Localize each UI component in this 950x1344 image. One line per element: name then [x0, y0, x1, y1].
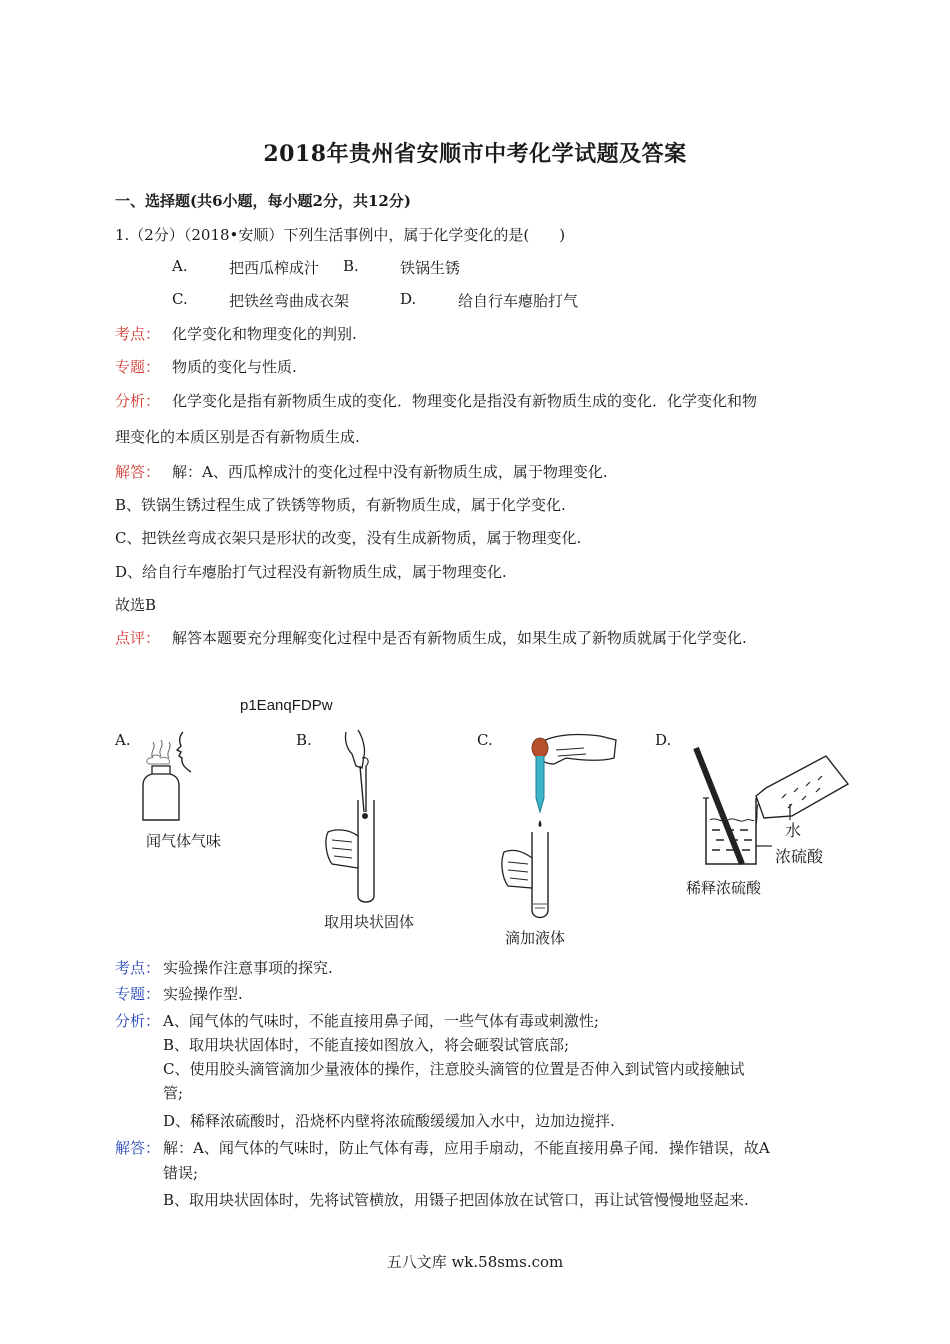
- q1-kaodian-label: 考点：: [115, 325, 161, 343]
- q1-option-b-letter: B.: [343, 257, 359, 275]
- q2-fenxi-line4: 管;: [163, 1084, 184, 1102]
- q2-jieda-line1: 解：A、闻气体的气味时，防止气体有毒，应用手扇动，不能直接用鼻子闻．操作错误，故A: [163, 1139, 770, 1157]
- page-title: 2018年贵州省安顺市中考化学试题及答案: [263, 141, 687, 167]
- fig-d-label-water: 水: [785, 821, 802, 840]
- q1-option-d-letter: D.: [400, 290, 417, 308]
- q1-zhuanti: 物质的变化与性质.: [172, 358, 297, 376]
- fig-d-label-acid: 浓硫酸: [775, 847, 824, 866]
- q1-jieda-label: 解答：: [115, 463, 161, 481]
- q1-option-d: 给自行车瘪胎打气: [458, 292, 579, 310]
- fig-a-caption: 闻气体气味: [146, 832, 222, 850]
- fig-c-dropper-illustration: [500, 728, 620, 923]
- q1-dianping-label: 点评：: [115, 629, 161, 647]
- watermark-code: p1EanqFDPw: [240, 697, 333, 714]
- q2-jieda-line3: B、取用块状固体时，先将试管横放，用镊子把固体放在试管口，再让试管慢慢地竖起来.: [163, 1191, 749, 1209]
- fig-a-smell-gas-illustration: [135, 728, 205, 828]
- q1-fenxi-label: 分析：: [115, 392, 161, 410]
- q1-option-a: 把西瓜榨成汁: [229, 259, 320, 277]
- fig-d-caption: 稀释浓硫酸: [686, 879, 762, 897]
- q1-fenxi-line1: 化学变化是指有新物质生成的变化．物理变化是指没有新物质生成的变化．化学变化和物: [172, 392, 758, 410]
- fig-b-letter: B.: [296, 731, 312, 749]
- fig-a-letter: A.: [115, 731, 131, 749]
- fig-d-letter: D.: [655, 731, 672, 749]
- q1-dianping: 解答本题要充分理解变化过程中是否有新物质生成，如果生成了新物质就属于化学变化.: [172, 629, 747, 647]
- q1-kaodian: 化学变化和物理变化的判别.: [172, 325, 357, 343]
- q2-fenxi-label: 分析：: [115, 1012, 161, 1030]
- q1-option-a-letter: A.: [172, 257, 188, 275]
- fig-c-letter: C.: [477, 731, 493, 749]
- q1-option-b: 铁锅生锈: [400, 259, 461, 277]
- section-heading: 一、选择题(共6小题，每小题2分，共12分): [115, 192, 411, 210]
- q2-zhuanti: 实验操作型.: [163, 985, 243, 1003]
- q1-zhuanti-label: 专题：: [115, 358, 161, 376]
- q1-option-c-letter: C.: [172, 290, 188, 308]
- q2-fenxi-line2: B、取用块状固体时，不能直接如图放入，将会砸裂试管底部;: [163, 1036, 570, 1054]
- fig-b-caption: 取用块状固体: [324, 913, 415, 931]
- q1-stem: 1.（2分）（2018•安顺）下列生活事例中，属于化学变化的是( ): [115, 226, 566, 244]
- q1-jieda-line4: D、给自行车瘪胎打气过程没有新物质生成，属于物理变化.: [115, 563, 507, 581]
- q2-jieda-label: 解答：: [115, 1139, 161, 1157]
- q2-fenxi-line3: C、使用胶头滴管滴加少量液体的操作，注意胶头滴管的位置是否伸入到试管内或接触试: [163, 1060, 745, 1078]
- q2-kaodian-label: 考点：: [115, 959, 161, 977]
- q1-fenxi-line2: 理变化的本质区别是否有新物质生成.: [115, 428, 360, 446]
- page-footer: 五八文库 wk.58sms.com: [386, 1253, 564, 1271]
- q1-option-c: 把铁丝弯曲成衣架: [229, 292, 350, 310]
- q2-fenxi-line5: D、稀释浓硫酸时，沿烧杯内壁将浓硫酸缓缓加入水中，边加边搅拌.: [163, 1112, 615, 1130]
- q2-fenxi-line1: A、闻气体的气味时，不能直接用鼻子闻，一些气体有毒或刺激性;: [163, 1012, 599, 1030]
- q2-jieda-line2: 错误;: [163, 1164, 199, 1182]
- fig-b-add-solid-illustration: [322, 728, 412, 908]
- fig-c-caption: 滴加液体: [505, 929, 566, 947]
- q1-answer: 故选B: [115, 596, 157, 614]
- q1-jieda-line3: C、把铁丝弯成衣架只是形状的改变，没有生成新物质，属于物理变化.: [115, 529, 582, 547]
- q2-zhuanti-label: 专题：: [115, 985, 161, 1003]
- q2-kaodian: 实验操作注意事项的探究.: [163, 959, 333, 977]
- q1-jieda-line2: B、铁锅生锈过程生成了铁锈等物质，有新物质生成，属于化学变化.: [115, 496, 566, 514]
- q1-jieda-line1: 解：A、西瓜榨成汁的变化过程中没有新物质生成，属于物理变化.: [172, 463, 608, 481]
